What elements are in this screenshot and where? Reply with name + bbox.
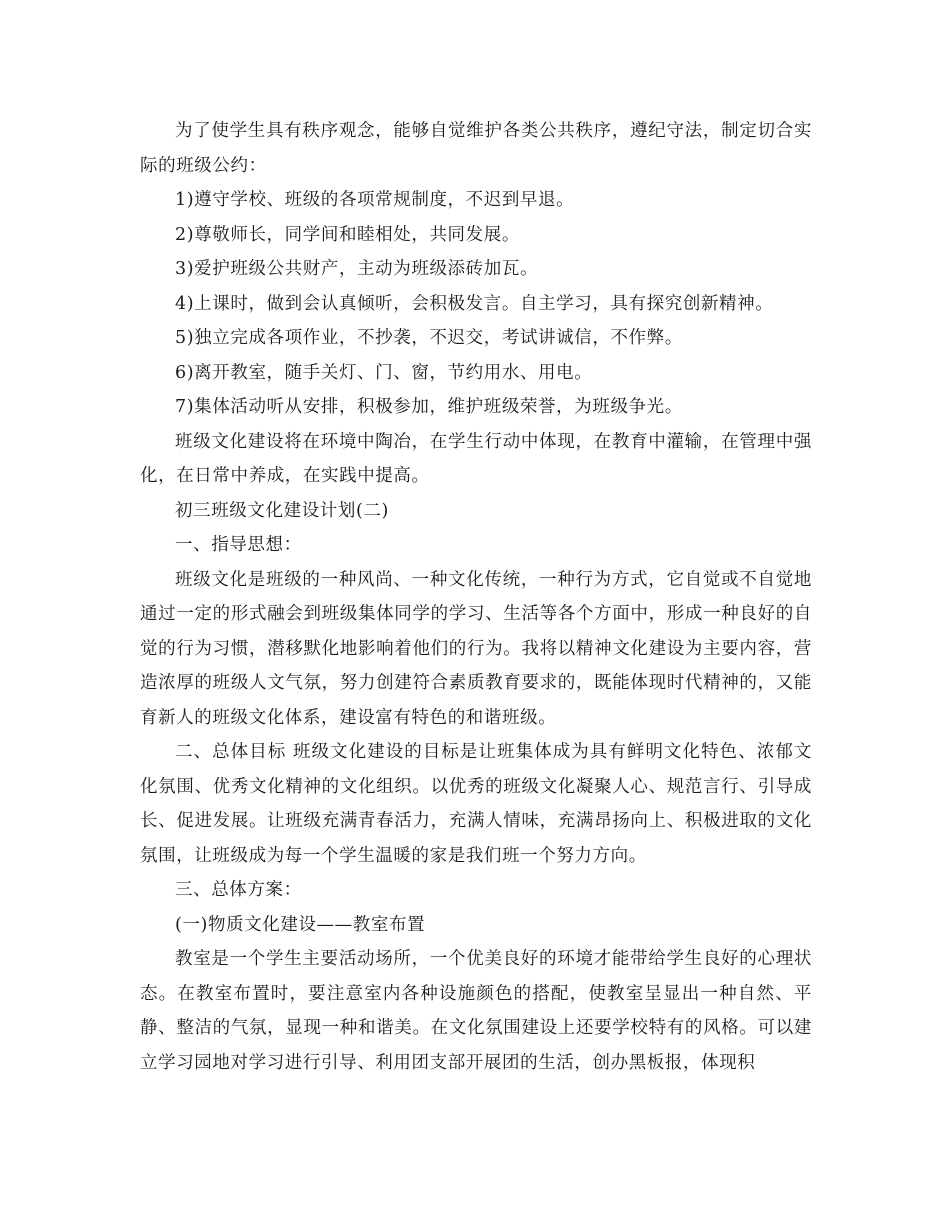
paragraph-intro: 为了使学生具有秩序观念，能够自觉维护各类公共秩序，遵纪守法，制定切合实际的班级公约： — [140, 121, 812, 176]
list-item: 1)遵守学校、班级的各项常规制度，不迟到早退。 — [175, 190, 575, 210]
section-title: 初三班级文化建设计划(二) — [175, 500, 389, 521]
list-item: 5)独立完成各项作业，不抄袭，不迟交，考试讲诚信，不作弊。 — [175, 328, 683, 348]
paragraph-classroom-layout: 教室是一个学生主要活动场所，一个优美良好的环境才能带给学生良好的心理状态。在教室布置时，要注意室内各种设施颜色的搭配，使教室呈显出一种自然、平静、整洁的气氛，显现一种和谐美。在文化氛围建设上还要学校特有的风格。可以建立学习园地对学习进行引导、利用团支部开展团的生活，创办黑板报，体现积 — [140, 949, 812, 1073]
list-item: 6)离开教室，随手关灯、门、窗，节约用水、用电。 — [175, 362, 593, 383]
list-item: 4)上课时，做到会认真倾听，会积极发言。自主学习，具有探究创新精神。 — [175, 293, 774, 314]
list-item: 7)集体活动听从安排，积极参加，维护班级荣誉，为班级争光。 — [175, 397, 683, 417]
subsection-heading-material-culture: (一)物质文化建设——教室布置 — [175, 914, 426, 935]
section-heading-overall-plan: 三、总体方案： — [175, 880, 302, 900]
document-body — [140, 114, 812, 1080]
list-item: 2)尊敬师长，同学间和睦相处，共同发展。 — [175, 224, 520, 245]
paragraph-guiding-ideas: 班级文化是班级的一种风尚、一种文化传统，一种行为方式，它自觉或不自觉地通过一定的形式融会到班级集体同学的学习、生活等各个方面中，形成一种良好的自觉的行为习惯，潜移默化地影响着他们的行为。我将以精神文化建设为主要内容，营造浓厚的班级人文气氛，努力创建符合素质教育要求的，既能体现时代精神的，又能育新人的班级文化体系，建设富有特色的和谐班级。 — [140, 569, 812, 728]
section-heading-guiding-ideas: 一、指导思想： — [175, 535, 302, 555]
paragraph-summary: 班级文化建设将在环境中陶冶，在学生行动中体现，在教育中灌输，在管理中强化，在日常中养成，在实践中提高。 — [140, 431, 812, 486]
paragraph-overall-goal: 二、总体目标 班级文化建设的目标是让班集体成为具有鲜明文化特色、浓郁文化氛围、优秀文化精神的文化组织。以优秀的班级文化凝聚人心、规范言行、引导成长、促进发展。让班级充满青春活力，充满人情味，充满昂扬向上、积极进取的文化氛围，让班级成为每一个学生温暖的家是我们班一个努力方向。 — [140, 742, 812, 866]
list-item: 3)爱护班级公共财产，主动为班级添砖加瓦。 — [175, 259, 539, 279]
